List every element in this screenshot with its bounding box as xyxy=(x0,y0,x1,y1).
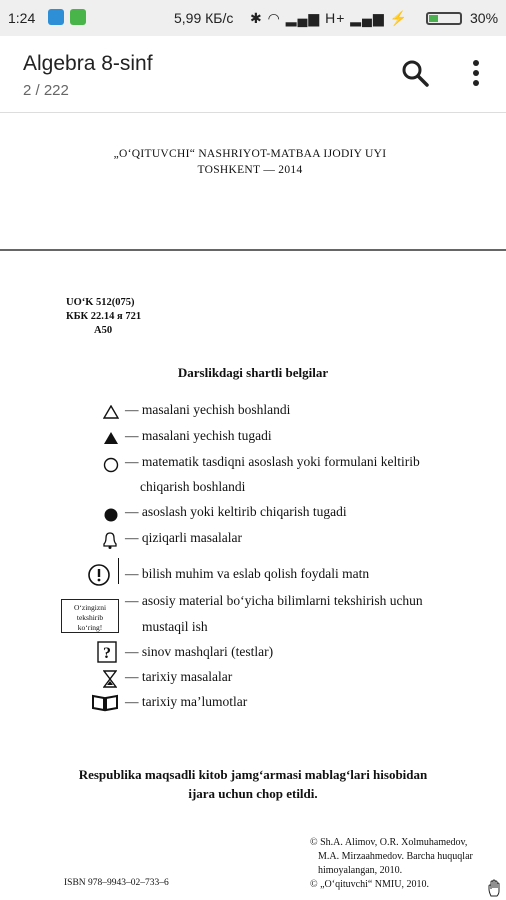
legend-text: — matematik tasdiqni asoslash yoki formulani keltirib xyxy=(125,454,420,469)
bell-icon xyxy=(100,530,120,550)
funding-note-line2: ijara uchun chop etildi. xyxy=(188,786,318,801)
legend-text: — masalani yechish boshlandi xyxy=(125,402,291,417)
status-bar xyxy=(0,0,506,36)
wifi-icon: ◠ xyxy=(267,10,281,26)
page-divider xyxy=(0,249,506,251)
copyright-line: himoyalangan, 2010. xyxy=(318,865,403,876)
legend-text: — qiziqarli masalalar xyxy=(125,530,242,545)
legend-row xyxy=(0,530,506,552)
battery-icon xyxy=(426,12,462,25)
vertical-rule xyxy=(118,558,119,584)
legend-row xyxy=(0,428,506,450)
signal-icons xyxy=(250,10,408,27)
network-speed: 5,99 КБ/с xyxy=(174,10,234,26)
more-options-icon[interactable] xyxy=(462,56,490,90)
triangle-outline-icon xyxy=(103,405,119,419)
bbk-code: КБК 22.14 я 721 xyxy=(66,311,142,322)
android-notification-icon xyxy=(70,9,86,25)
circle-outline-icon xyxy=(103,457,119,473)
funding-note-line1: Respublika maqsadli kitob jamg‘armasi mablag‘lari hisobidan xyxy=(78,767,428,782)
app-notification-icon xyxy=(48,9,64,25)
battery-percent: 30% xyxy=(470,10,499,26)
legend-text: chiqarish boshlandi xyxy=(140,479,246,494)
signal-icon: ▂▄▆ xyxy=(285,10,321,26)
legend-row xyxy=(0,669,506,691)
publisher-city-year: TOSHKENT — 2014 xyxy=(197,164,303,176)
charging-icon: ⚡ xyxy=(389,10,409,26)
document-title: Algebra 8-sinf xyxy=(23,52,153,75)
legend-row-continued xyxy=(0,619,506,641)
box-label-line: ko‘ring! xyxy=(77,623,103,632)
legend-text: — tarixiy masalalar xyxy=(125,669,233,684)
author-code: A50 xyxy=(94,325,113,336)
svg-text:?: ? xyxy=(103,645,111,662)
copyright-line: © „O‘qituvchi“ NMIU, 2010. xyxy=(310,879,429,890)
circle-filled-icon xyxy=(103,507,119,523)
legend-row xyxy=(0,566,506,588)
question-box-icon xyxy=(95,640,121,666)
book-icon xyxy=(91,694,119,712)
search-icon[interactable] xyxy=(398,56,432,90)
page-indicator: 2 / 222 xyxy=(23,82,69,99)
publisher-name: „O‘QITUVCHI“ NASHRIYOT-MATBAA IJODIY UYI xyxy=(113,148,387,160)
legend-row xyxy=(0,454,506,476)
legend-row xyxy=(0,644,506,666)
copyright-line: © Sh.A. Alimov, O.R. Xolmuhamedov, xyxy=(310,837,468,848)
copyright-block xyxy=(310,836,500,892)
legend-text: mustaqil ish xyxy=(142,619,208,634)
network-type: H+ xyxy=(325,10,346,26)
bluetooth-icon: ✱ xyxy=(250,10,263,26)
triangle-filled-icon xyxy=(103,431,119,445)
legend-row-continued xyxy=(0,479,506,501)
legend-row xyxy=(0,402,506,424)
udk-code: UO‘K 512(075) xyxy=(66,297,135,308)
legend-text: — masalani yechish tugadi xyxy=(125,428,272,443)
app-bar xyxy=(0,36,506,113)
exclamation-circle-icon xyxy=(87,563,111,587)
legend-text: — asoslash yoki keltirib chiqarish tugadi xyxy=(125,504,347,519)
signal2-icon: ▂▄▆ xyxy=(350,10,385,26)
isbn: ISBN 978–9943–02–733–6 xyxy=(64,878,169,888)
status-time: 1:24 xyxy=(8,10,36,26)
legend-text: — bilish muhim va eslab qolish foydali matn xyxy=(125,566,370,581)
legend-text: — tarixiy ma’lumotlar xyxy=(125,694,248,709)
legend-text: — asosiy material bo‘yicha bilimlarni tekshirish uchun xyxy=(125,593,423,608)
legend-heading: Darslikdagi shartli belgilar xyxy=(177,365,329,380)
page-1-bottom xyxy=(0,112,506,250)
copyright-line: M.A. Mirzaahmedov. Barcha huquqlar xyxy=(318,851,473,862)
legend-row xyxy=(0,504,506,526)
classification-codes xyxy=(66,296,141,338)
pan-hand-icon[interactable] xyxy=(486,878,506,898)
legend-text: — sinov mashqlari (testlar) xyxy=(125,644,274,659)
legend-row xyxy=(0,694,506,716)
hourglass-icon xyxy=(103,670,117,688)
box-label-line: tekshirib xyxy=(76,613,104,622)
box-label-line: O‘zingizni xyxy=(73,603,107,612)
